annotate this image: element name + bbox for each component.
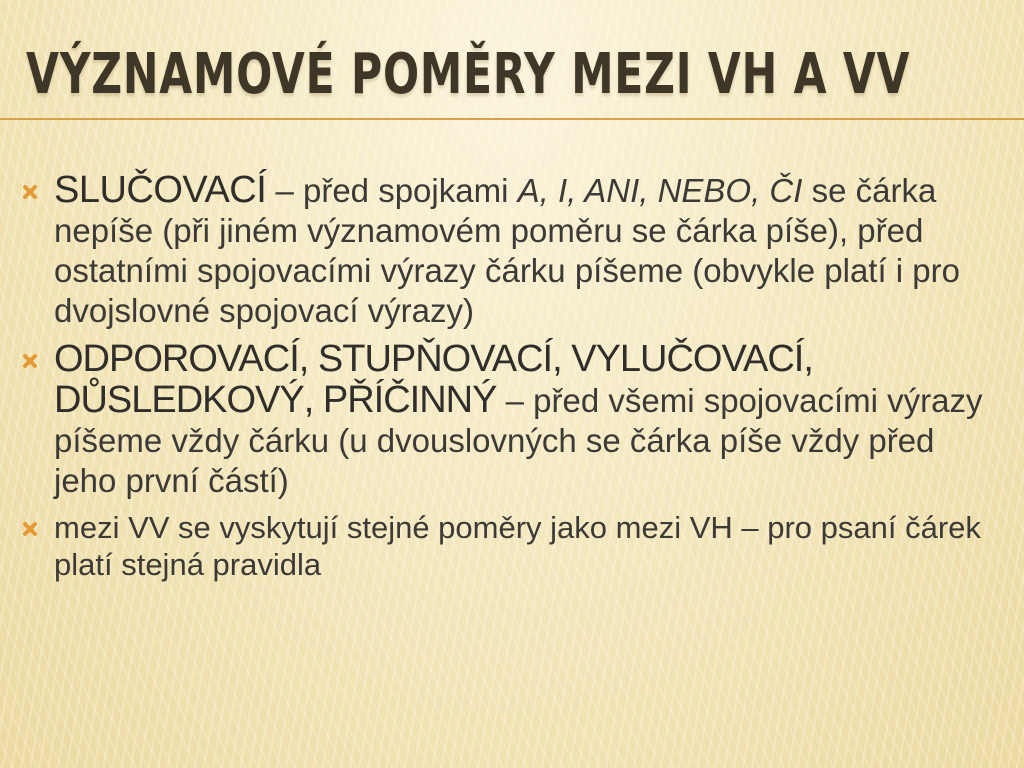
bullet-text: mezi VV se vyskytují stejné poměry jako mezi VH – pro psaní čárek platí stejná pravidla xyxy=(54,510,981,582)
x-bullet-icon xyxy=(21,520,39,538)
x-bullet-icon xyxy=(21,183,39,201)
bullet-term: SLUČOVACÍ xyxy=(54,169,267,211)
bullet-term: ODPOROVACÍ, STUPŇOVACÍ, VYLUČOVACÍ, DŮSLEDKOVÝ, PŘÍČINNÝ xyxy=(54,338,813,421)
slide-title: VÝZNAMOVÉ POMĚRY MEZI VH A VV xyxy=(26,42,911,107)
bullet-text: – před spojkami xyxy=(266,172,518,209)
bullet-item-odporovaci xyxy=(20,339,1000,501)
bullet-item-vv xyxy=(20,509,1000,583)
conjunction-list: A, I, ANI, NEBO, ČI xyxy=(517,172,803,209)
bullet-text: se čárka nepíše (při jiném významovém poměru se čárka píše), před ostatními spojovacími výrazy čárku píšeme (obvykle platí i pro dvojslovné spojovací výrazy) xyxy=(54,172,961,329)
title-divider xyxy=(0,118,1024,120)
bullet-text: – před všemi spojovacími výrazy píšeme vždy čárku (u dvouslovných se čárka píše vždy před jeho první částí) xyxy=(54,382,983,499)
x-bullet-icon xyxy=(21,352,39,370)
bullet-item-slucovaci xyxy=(20,170,1000,331)
bullet-list xyxy=(20,170,1000,591)
